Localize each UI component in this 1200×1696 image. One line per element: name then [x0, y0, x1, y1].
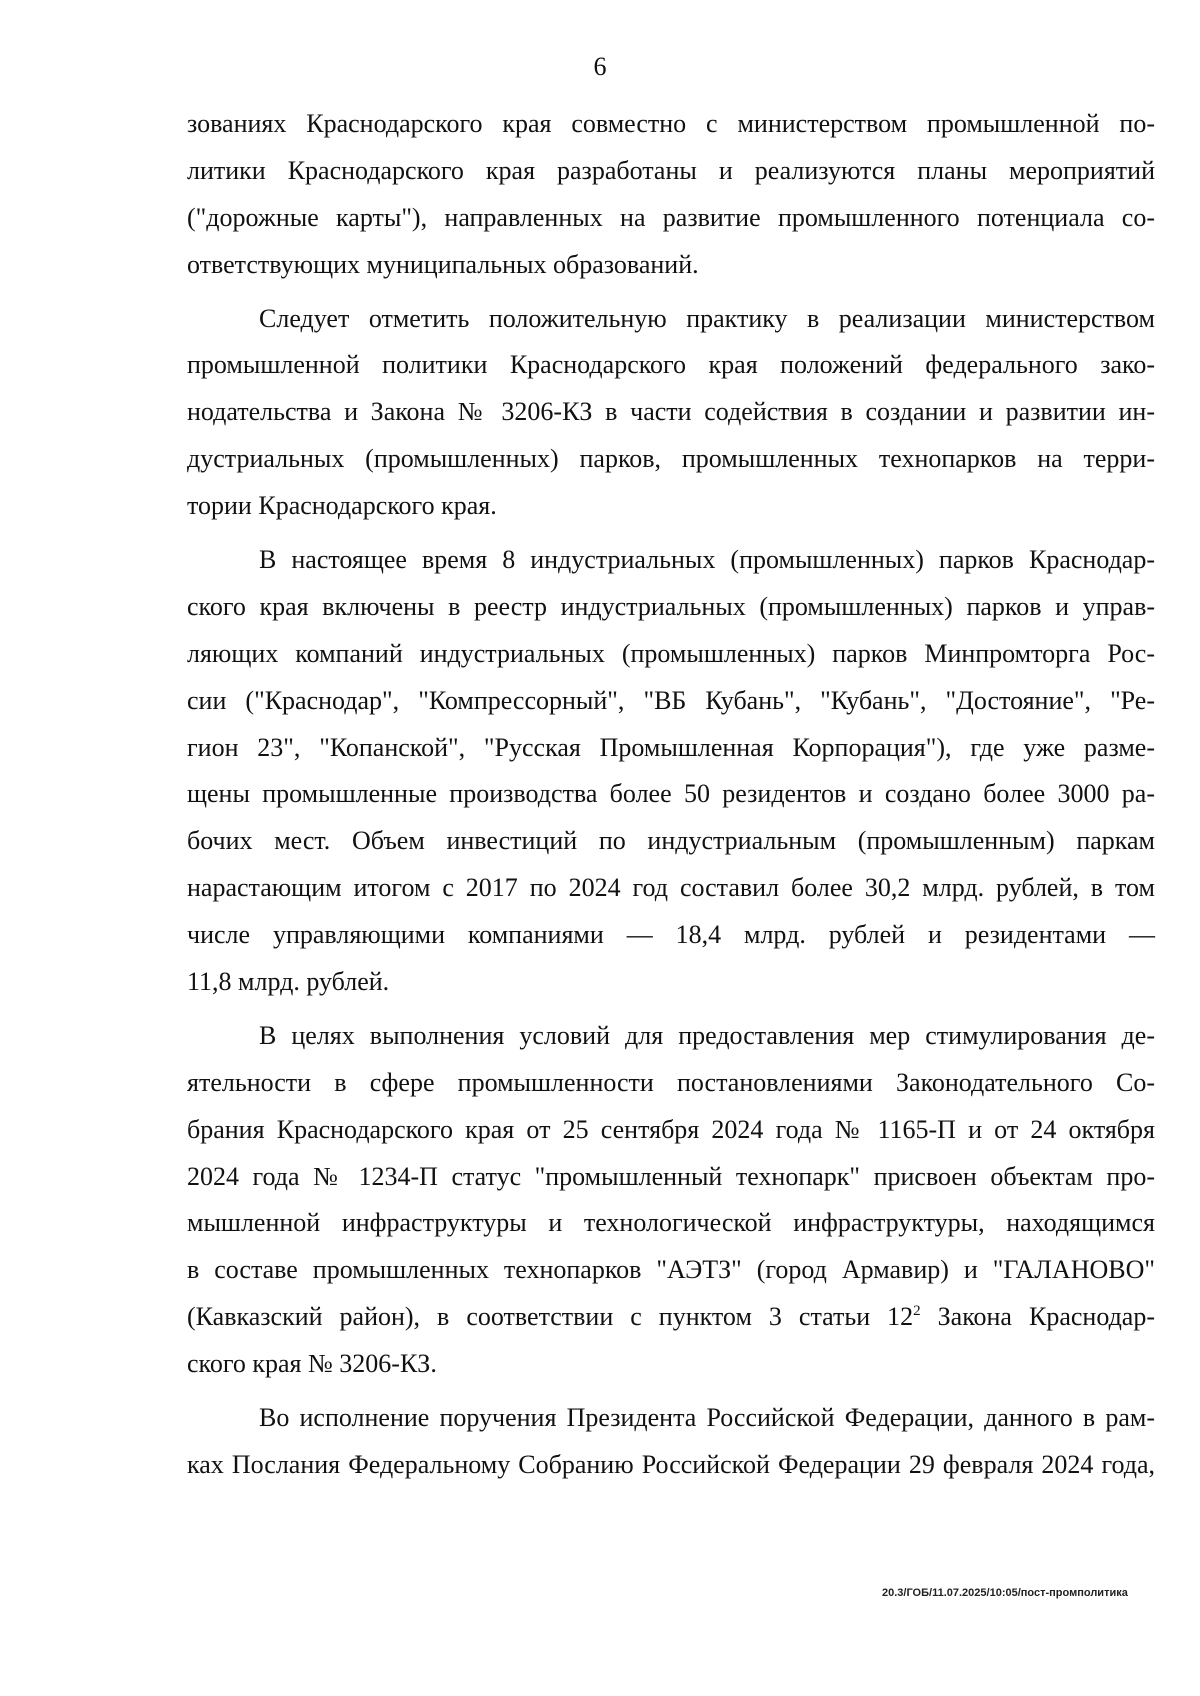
- superscript: 2: [913, 1303, 921, 1320]
- paragraph: [187, 537, 1155, 1006]
- text-line: гион 23", "Копанской", "Русская Промышленная Корпорация"), где уже разме-: [187, 732, 1155, 762]
- text-line: ского края № 3206-КЗ.: [187, 1349, 437, 1379]
- text-line: щены промышленные производства более 50 резидентов и создано более 3000 ра-: [187, 779, 1155, 809]
- text-line: нарастающим итогом с 2017 по 2024 год составил более 30,2 млрд. рублей, в том: [187, 873, 1155, 903]
- text-line: мышленной инфраструктуры и технологической инфраструктуры, находящимся: [187, 1208, 1155, 1238]
- paragraph: [187, 296, 1155, 530]
- paragraph: [187, 1013, 1155, 1388]
- document-footer-code: 20.3/ГОБ/11.07.2025/10:05/пост-промполитика: [882, 1587, 1128, 1599]
- paragraph: [187, 1395, 1155, 1489]
- text-line: зованиях Краснодарского края совместно с министерством промышленной по-: [187, 109, 1155, 138]
- text-line: в составе промышленных технопарков "АЭТЗ" (город Армавир) и "ГАЛАНОВО": [187, 1255, 1155, 1285]
- text-line: нодательства и Закона № 3206-КЗ в части содействия в создании и развитии ин-: [187, 397, 1155, 427]
- text-line: сии ("Краснодар", "Компрессорный", "ВБ Кубань", "Кубань", "Достояние", "Ре-: [187, 685, 1155, 715]
- text-line: литики Краснодарского края разработаны и реализуются планы мероприятий: [187, 155, 1155, 185]
- text-line: дустриальных (промышленных) парков, промышленных технопарков на терри-: [187, 444, 1155, 474]
- text-line: тории Краснодарского края.: [187, 491, 497, 521]
- text-line: 2024 года № 1234-П статус "промышленный технопарк" присвоен объектам про-: [187, 1161, 1155, 1191]
- text-line: числе управляющими компаниями — 18,4 млрд. рублей и резидентами —: [187, 920, 1155, 950]
- document-body: [187, 101, 1155, 1489]
- text-line: ского края включены в реестр индустриальных (промышленных) парков и управ-: [187, 591, 1155, 621]
- text-line: В целях выполнения условий для предоставления мер стимулирования де-: [259, 1020, 1155, 1050]
- text-line: ках Послания Федеральному Собранию Российской Федерации 29 февраля 2024 года,: [187, 1449, 1155, 1479]
- text-line-with-superscript: [187, 1294, 1155, 1341]
- page-number: 6: [593, 52, 607, 81]
- text-line: ответствующих муниципальных образований.: [187, 249, 699, 279]
- text-line: В настоящее время 8 индустриальных (промышленных) парков Краснодар-: [259, 545, 1155, 575]
- text-line: 11,8 млрд. рублей.: [187, 967, 390, 997]
- text-line: ("дорожные карты"), направленных на развитие промышленного потенциала со-: [187, 202, 1155, 232]
- text-segment: (Кавказский район), в соответствии с пунктом 3 статьи 12: [187, 1302, 914, 1332]
- text-line: промышленной политики Краснодарского края положений федерального зако-: [187, 350, 1155, 380]
- text-line: Следует отметить положительную практику в реализации министерством: [259, 303, 1155, 333]
- text-segment: Закона Краснодар-: [920, 1302, 1155, 1332]
- text-line: брания Краснодарского края от 25 сентября 2024 года № 1165-П и от 24 октября: [187, 1114, 1155, 1144]
- text-line: Во исполнение поручения Президента Российской Федерации, данного в рам-: [259, 1403, 1155, 1433]
- text-line: бочих мест. Объем инвестиций по индустриальным (промышленным) паркам: [187, 826, 1155, 856]
- text-line: ляющих компаний индустриальных (промышленных) парков Минпромторга Рос-: [187, 638, 1155, 668]
- text-line: ятельности в сфере промышленности постановлениями Законодательного Со-: [187, 1067, 1155, 1097]
- paragraph: [187, 101, 1155, 289]
